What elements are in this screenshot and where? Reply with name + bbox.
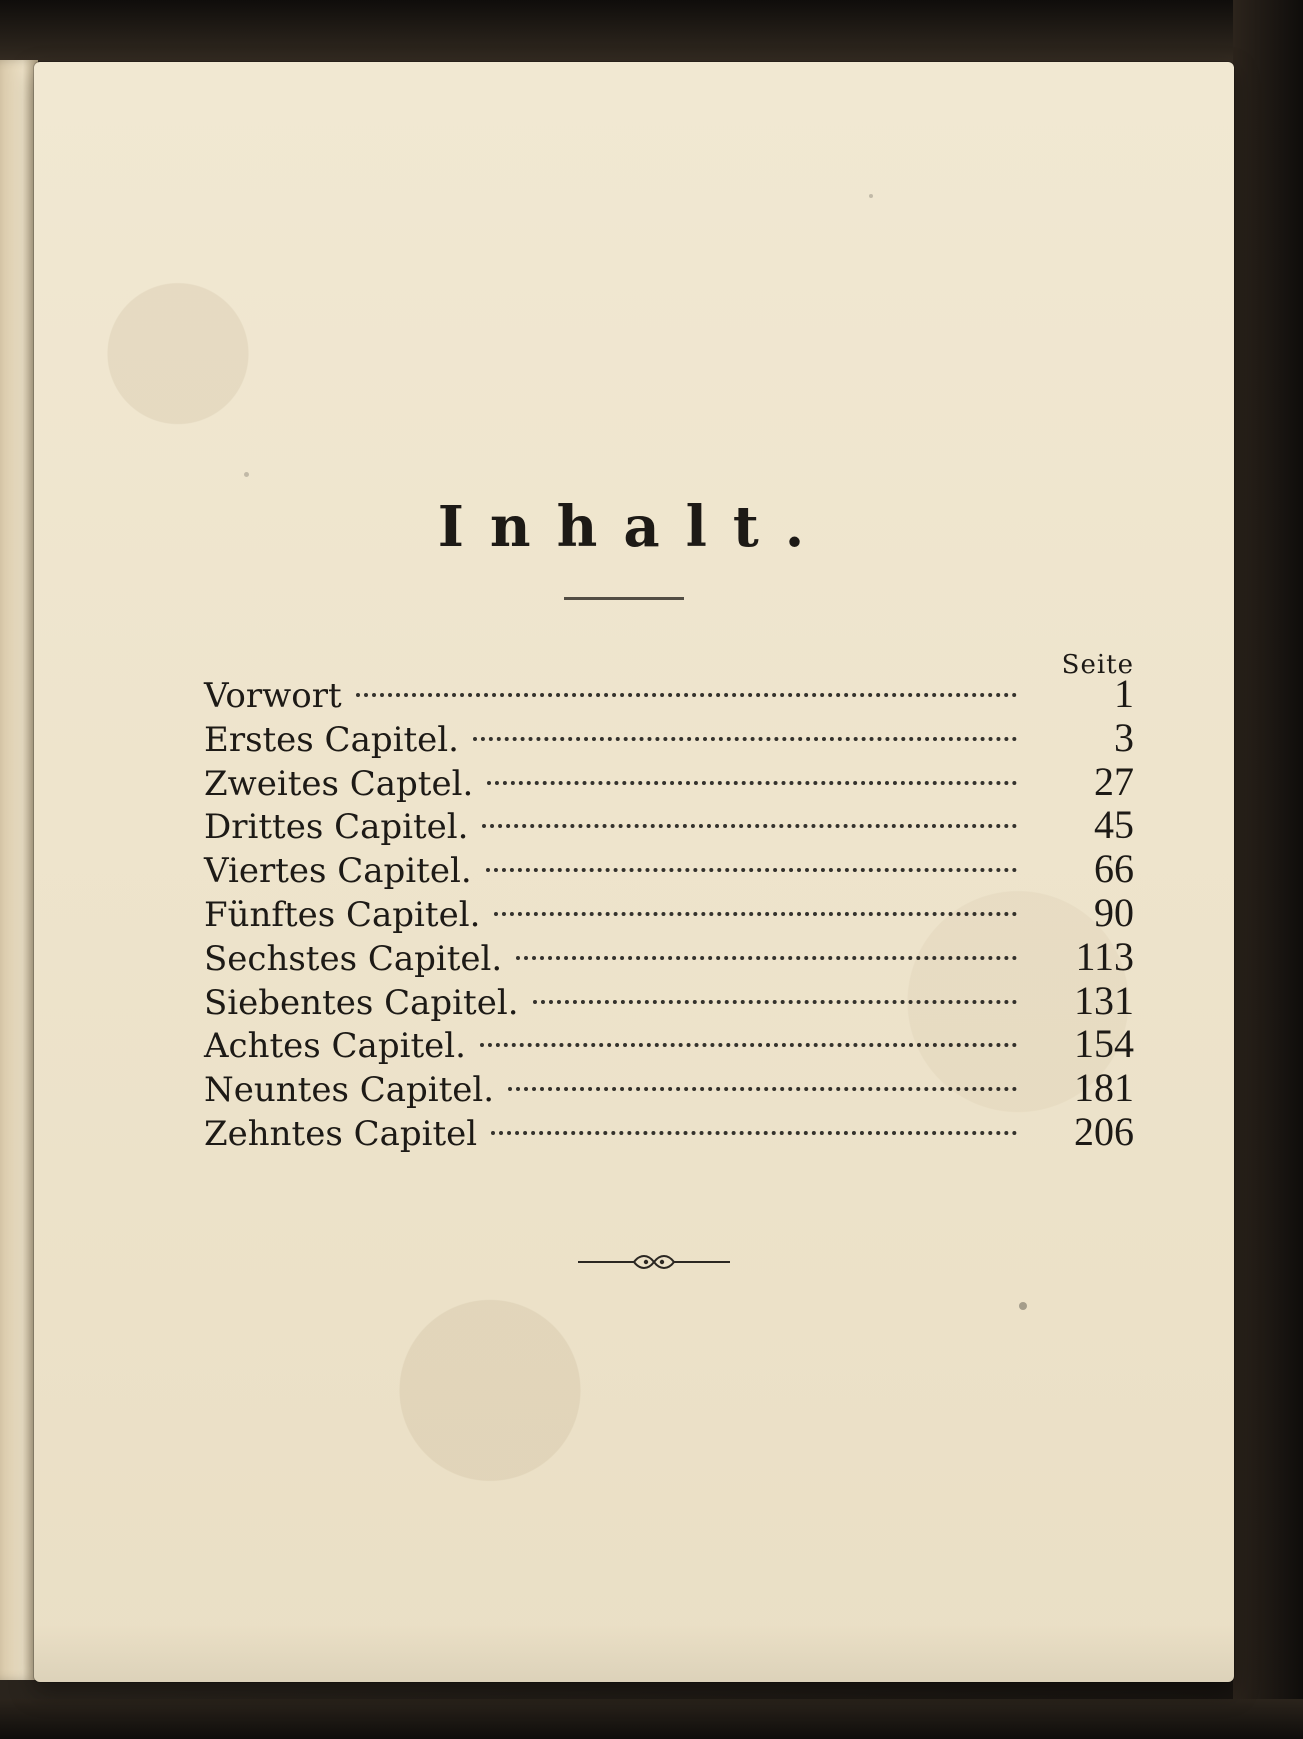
paper-speck [1019, 1302, 1027, 1310]
toc-row-page: 45 [1094, 802, 1134, 848]
toc-row [204, 979, 1134, 1023]
toc-row-label: Fünftes Capitel. [204, 894, 481, 935]
toc-row-page: 3 [1114, 714, 1134, 760]
toc-row-label: Zweites Captel. [204, 763, 474, 804]
toc-row [204, 1022, 1134, 1066]
toc-row-label: Viertes Capitel. [204, 851, 472, 892]
toc-row-page: 1 [1114, 671, 1134, 716]
toc-row [204, 847, 1134, 891]
toc-row [204, 803, 1134, 847]
toc-row-page: 154 [1074, 1021, 1134, 1067]
toc-row [204, 935, 1134, 979]
dotted-leader [508, 1087, 1017, 1091]
paper-speck [869, 194, 873, 198]
toc-row-page: 113 [1075, 933, 1134, 979]
book-cover-right-edge [1233, 0, 1303, 1739]
page-column-header: Seite [1061, 650, 1134, 680]
dotted-leader [494, 912, 1017, 916]
page-title: Inhalt. [437, 494, 831, 560]
dotted-leader [482, 824, 1017, 828]
toc-row-label: Vorwort [204, 676, 342, 716]
book-cover-bottom-edge [0, 1699, 1303, 1739]
dotted-leader [486, 868, 1017, 872]
ornament-dot-right [660, 1260, 664, 1264]
toc-row-label: Erstes Capitel. [204, 719, 459, 760]
dotted-leader [491, 1131, 1017, 1135]
book-page [34, 62, 1234, 1682]
toc-row [204, 891, 1134, 935]
ornament-knot [634, 1256, 674, 1268]
dotted-leader [516, 956, 1017, 960]
toc-row-page: 206 [1074, 1108, 1134, 1154]
toc-row-label: Siebentes Capitel. [204, 982, 519, 1023]
dotted-leader [533, 1000, 1018, 1004]
toc-row [204, 760, 1134, 804]
toc-rows [204, 672, 1134, 1154]
ornament-dot-left [644, 1260, 648, 1264]
left-page-edge [0, 60, 38, 1680]
dotted-leader [473, 737, 1017, 741]
toc-row-page: 181 [1074, 1065, 1134, 1111]
dotted-leader [480, 1043, 1017, 1047]
toc-row-page: 27 [1094, 758, 1134, 804]
book-cover-top-edge [0, 0, 1303, 70]
dotted-leader [487, 781, 1017, 785]
toc-row-label: Zehntes Capitel [204, 1113, 478, 1154]
toc-row [204, 1066, 1134, 1110]
toc-row [204, 716, 1134, 760]
toc-row-label: Achtes Capitel. [204, 1026, 466, 1067]
toc-row-label: Drittes Capitel. [204, 807, 469, 848]
toc-row-label: Sechstes Capitel. [204, 938, 503, 979]
end-ornament [574, 1250, 734, 1274]
dotted-leader [356, 693, 1017, 697]
toc-row-page: 66 [1094, 846, 1134, 892]
toc-row-page: 90 [1094, 889, 1134, 935]
toc-row [204, 1110, 1134, 1154]
toc-row-label: Neuntes Capitel. [204, 1070, 495, 1111]
toc-row [204, 672, 1134, 716]
toc-row-page: 131 [1074, 977, 1134, 1023]
paper-speck [244, 472, 249, 477]
title-divider [564, 597, 684, 600]
